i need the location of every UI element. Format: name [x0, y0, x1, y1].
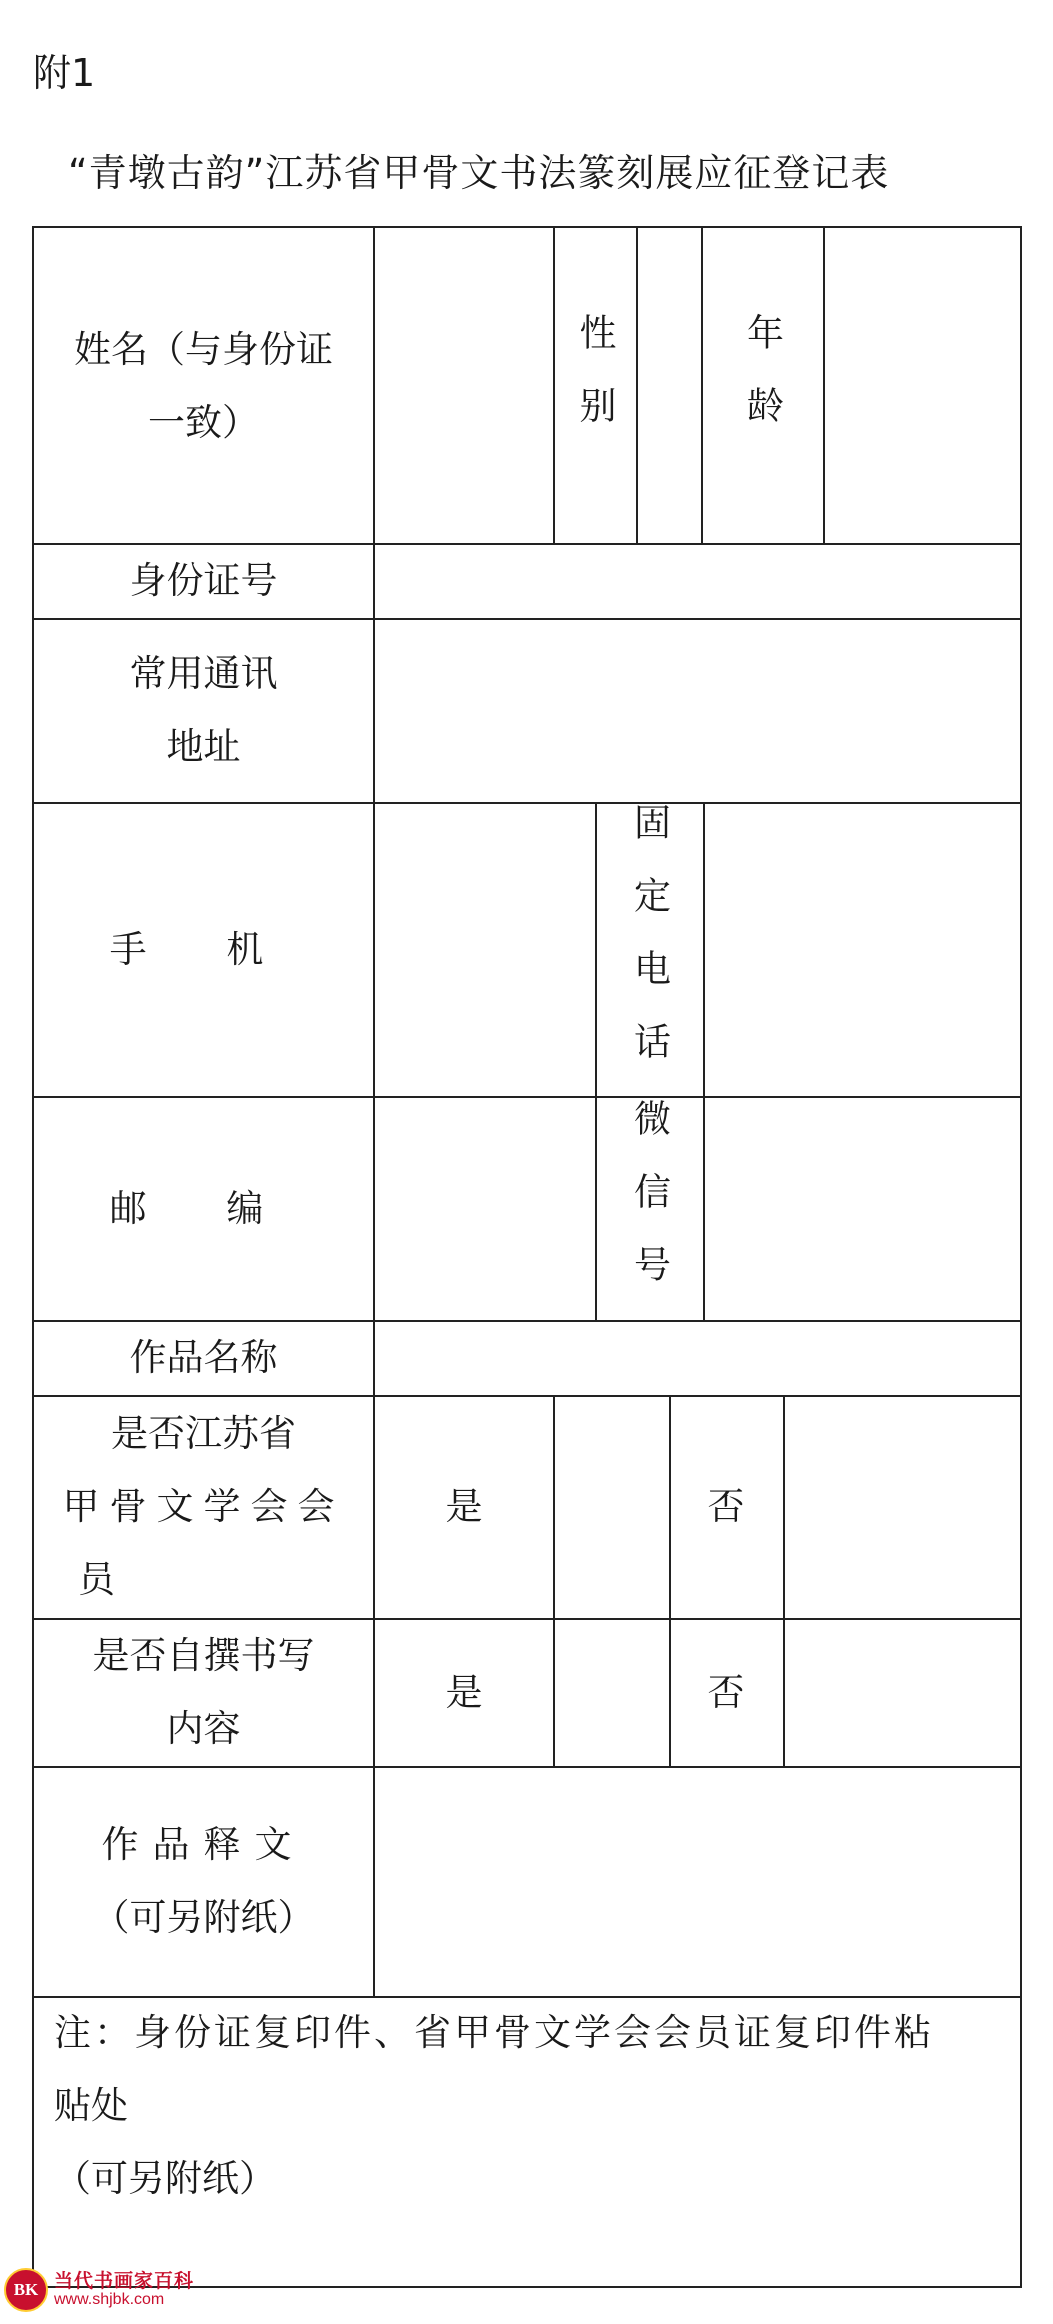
gender-input-cell[interactable]: [636, 228, 701, 543]
member-yes-label: [375, 1395, 553, 1618]
gender-label-text: 性别: [573, 312, 616, 459]
member-yes-text: 是: [445, 1485, 483, 1528]
address-label-line2: 地址: [166, 725, 241, 768]
member-yes-checkbox-cell[interactable]: [553, 1395, 669, 1618]
postcode-label-text: 邮 编: [109, 1186, 298, 1230]
self-authored-no-text: 否: [707, 1670, 745, 1714]
self-authored-label: [34, 1618, 373, 1766]
name-label-line2: 一致）: [148, 400, 259, 444]
watermark-url: www.shjbk.com: [54, 2290, 165, 2308]
mobile-label: [34, 802, 373, 1096]
translation-label: [34, 1766, 373, 1996]
self-authored-label-line1: 是否自撰书写: [92, 1634, 315, 1677]
wechat-label: [595, 1096, 703, 1320]
age-label-text: 年龄: [740, 312, 784, 459]
translation-input-cell[interactable]: [375, 1766, 1020, 1996]
age-label: [701, 228, 823, 543]
translation-label-line2: （可另附纸）: [92, 1896, 315, 1939]
member-no-text: 否: [707, 1485, 745, 1528]
landline-input-cell[interactable]: [703, 802, 1020, 1096]
wechat-input-cell[interactable]: [703, 1096, 1020, 1320]
self-authored-yes-label: [375, 1618, 553, 1766]
member-label-line1: 是否江苏省: [111, 1412, 296, 1455]
attachment-note: [54, 1996, 1004, 2215]
watermark-text: 当代书画家百科: [54, 2269, 195, 2292]
mobile-label-text: 手 机: [109, 927, 298, 971]
member-no-checkbox-cell[interactable]: [783, 1395, 1020, 1618]
name-label: [34, 228, 373, 543]
self-authored-label-line2: 内容: [166, 1707, 241, 1750]
address-input-cell[interactable]: [375, 618, 1020, 802]
postcode-label: [34, 1096, 373, 1320]
work-title-label-text: 作品名称: [129, 1336, 278, 1379]
address-label: [34, 618, 373, 802]
note-line1: 注：身份证复印件、省甲骨文学会会员证复印件粘: [54, 2011, 934, 2054]
work-title-label: [34, 1320, 373, 1395]
id-number-label: [34, 543, 373, 618]
wechat-label-text: 微信号: [627, 1098, 671, 1318]
appendix-label: 附1: [33, 51, 96, 95]
address-label-line1: 常用通讯: [129, 652, 278, 695]
self-authored-yes-text: 是: [445, 1670, 483, 1714]
self-authored-no-checkbox-cell[interactable]: [783, 1618, 1020, 1766]
member-label: [34, 1395, 373, 1618]
translation-label-line1: 作品释文: [101, 1823, 306, 1866]
age-input-cell[interactable]: [823, 228, 1020, 543]
member-label-line3: 员: [78, 1558, 115, 1601]
watermark-logo-icon: BK: [4, 2268, 48, 2312]
registration-form-table: [32, 226, 1022, 2288]
id-number-label-text: 身份证号: [129, 559, 278, 602]
landline-label-text: 固定电话: [627, 803, 671, 1095]
watermark: [4, 2268, 194, 2312]
page-title: “青墩古韵”江苏省甲骨文书法篆刻展应征登记表: [68, 151, 890, 195]
self-authored-no-label: [669, 1618, 783, 1766]
gender-label: [553, 228, 636, 543]
member-no-label: [669, 1395, 783, 1618]
note-line3: （可另附纸）: [54, 2157, 276, 2200]
landline-label: [595, 802, 703, 1096]
member-label-line2: 甲骨文学会会: [62, 1485, 345, 1528]
name-input-cell[interactable]: [375, 228, 553, 543]
self-authored-yes-checkbox-cell[interactable]: [553, 1618, 669, 1766]
postcode-input-cell[interactable]: [375, 1096, 595, 1320]
mobile-input-cell[interactable]: [375, 802, 595, 1096]
id-number-input-cell[interactable]: [375, 543, 1020, 618]
name-label-line1: 姓名（与身份证: [74, 327, 333, 371]
work-title-input-cell[interactable]: [375, 1320, 1020, 1395]
note-line2: 贴处: [54, 2084, 128, 2127]
